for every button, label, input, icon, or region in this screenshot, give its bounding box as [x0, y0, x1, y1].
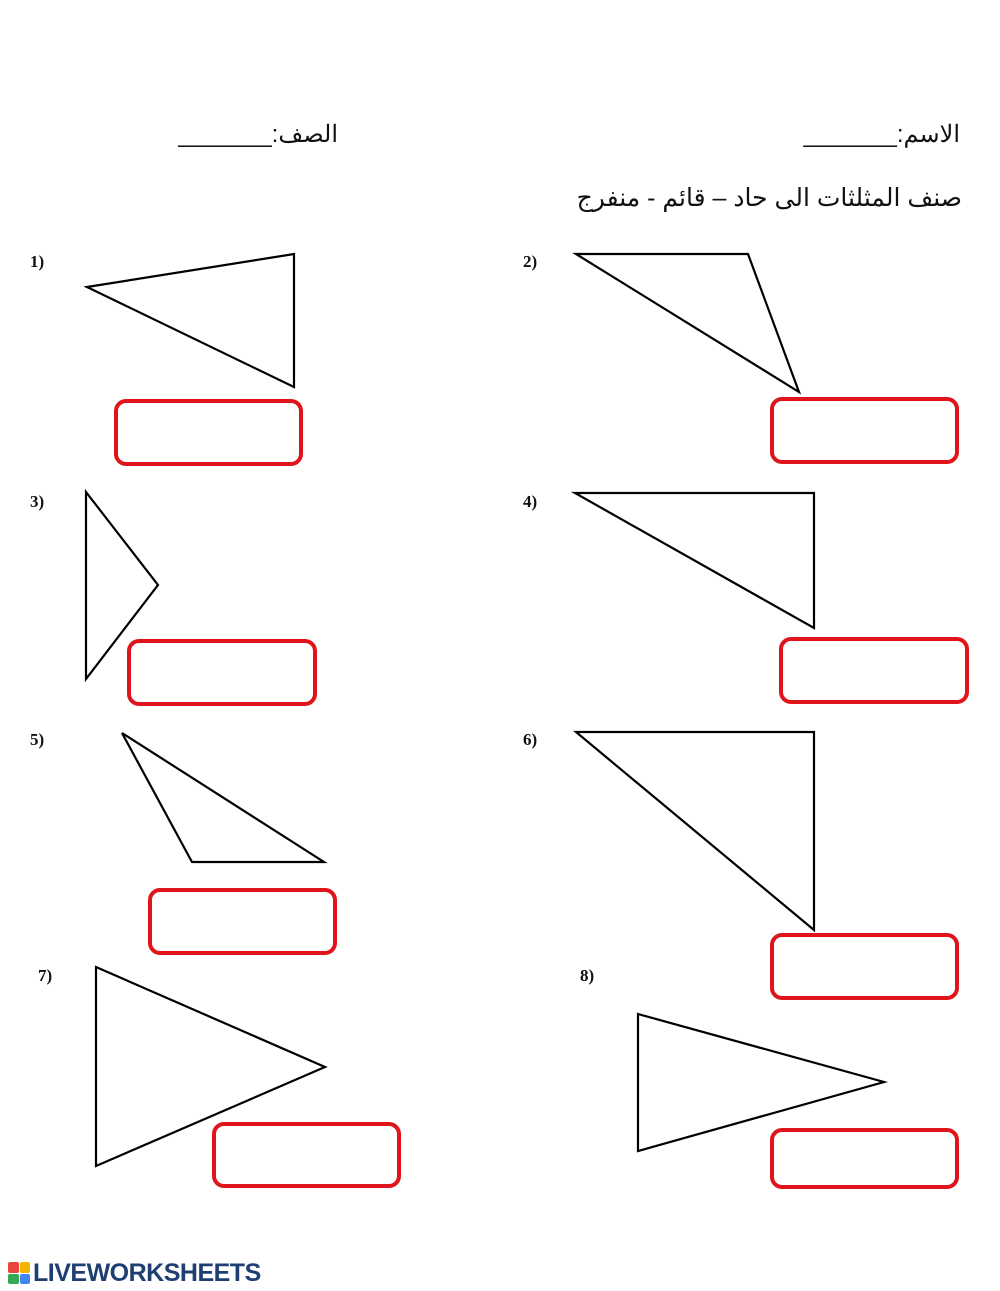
triangle-1: [87, 254, 294, 387]
logo-square-yellow: [20, 1262, 31, 1273]
answer-box-1[interactable]: [114, 399, 303, 466]
question-number-5: 5): [30, 730, 45, 749]
logo-square-red: [8, 1262, 19, 1273]
question-number-3: 3): [30, 492, 45, 511]
logo-square-blue: [20, 1274, 31, 1285]
question-number-6: 6): [523, 730, 538, 749]
logo-square-green: [8, 1274, 19, 1285]
liveworksheets-logo[interactable]: [8, 1258, 261, 1288]
triangle-2: [576, 254, 799, 392]
instruction-text: صنف المثلثات الى حاد – قائم - منفرج: [576, 184, 962, 212]
answer-box-7[interactable]: [212, 1122, 401, 1188]
triangle-5: [122, 733, 324, 862]
student-name-field: الاسم:_______: [803, 121, 960, 148]
answer-box-5[interactable]: [148, 888, 337, 955]
answer-box-6[interactable]: [770, 933, 959, 1000]
student-class-field: الصف:_______: [178, 121, 338, 148]
triangle-4: [575, 493, 814, 628]
answer-box-2[interactable]: [770, 397, 959, 464]
question-number-1: 1): [30, 252, 45, 271]
answer-box-4[interactable]: [779, 637, 969, 704]
logo-text: LIVEWORKSHEETS: [33, 1258, 261, 1287]
question-number-4: 4): [523, 492, 538, 511]
question-number-2: 2): [523, 252, 538, 271]
liveworksheets-logo-icon: [8, 1262, 30, 1284]
triangle-6: [576, 732, 814, 930]
answer-box-8[interactable]: [770, 1128, 959, 1189]
question-number-8: 8): [580, 966, 595, 985]
answer-box-3[interactable]: [127, 639, 317, 706]
question-number-7: 7): [38, 966, 53, 985]
